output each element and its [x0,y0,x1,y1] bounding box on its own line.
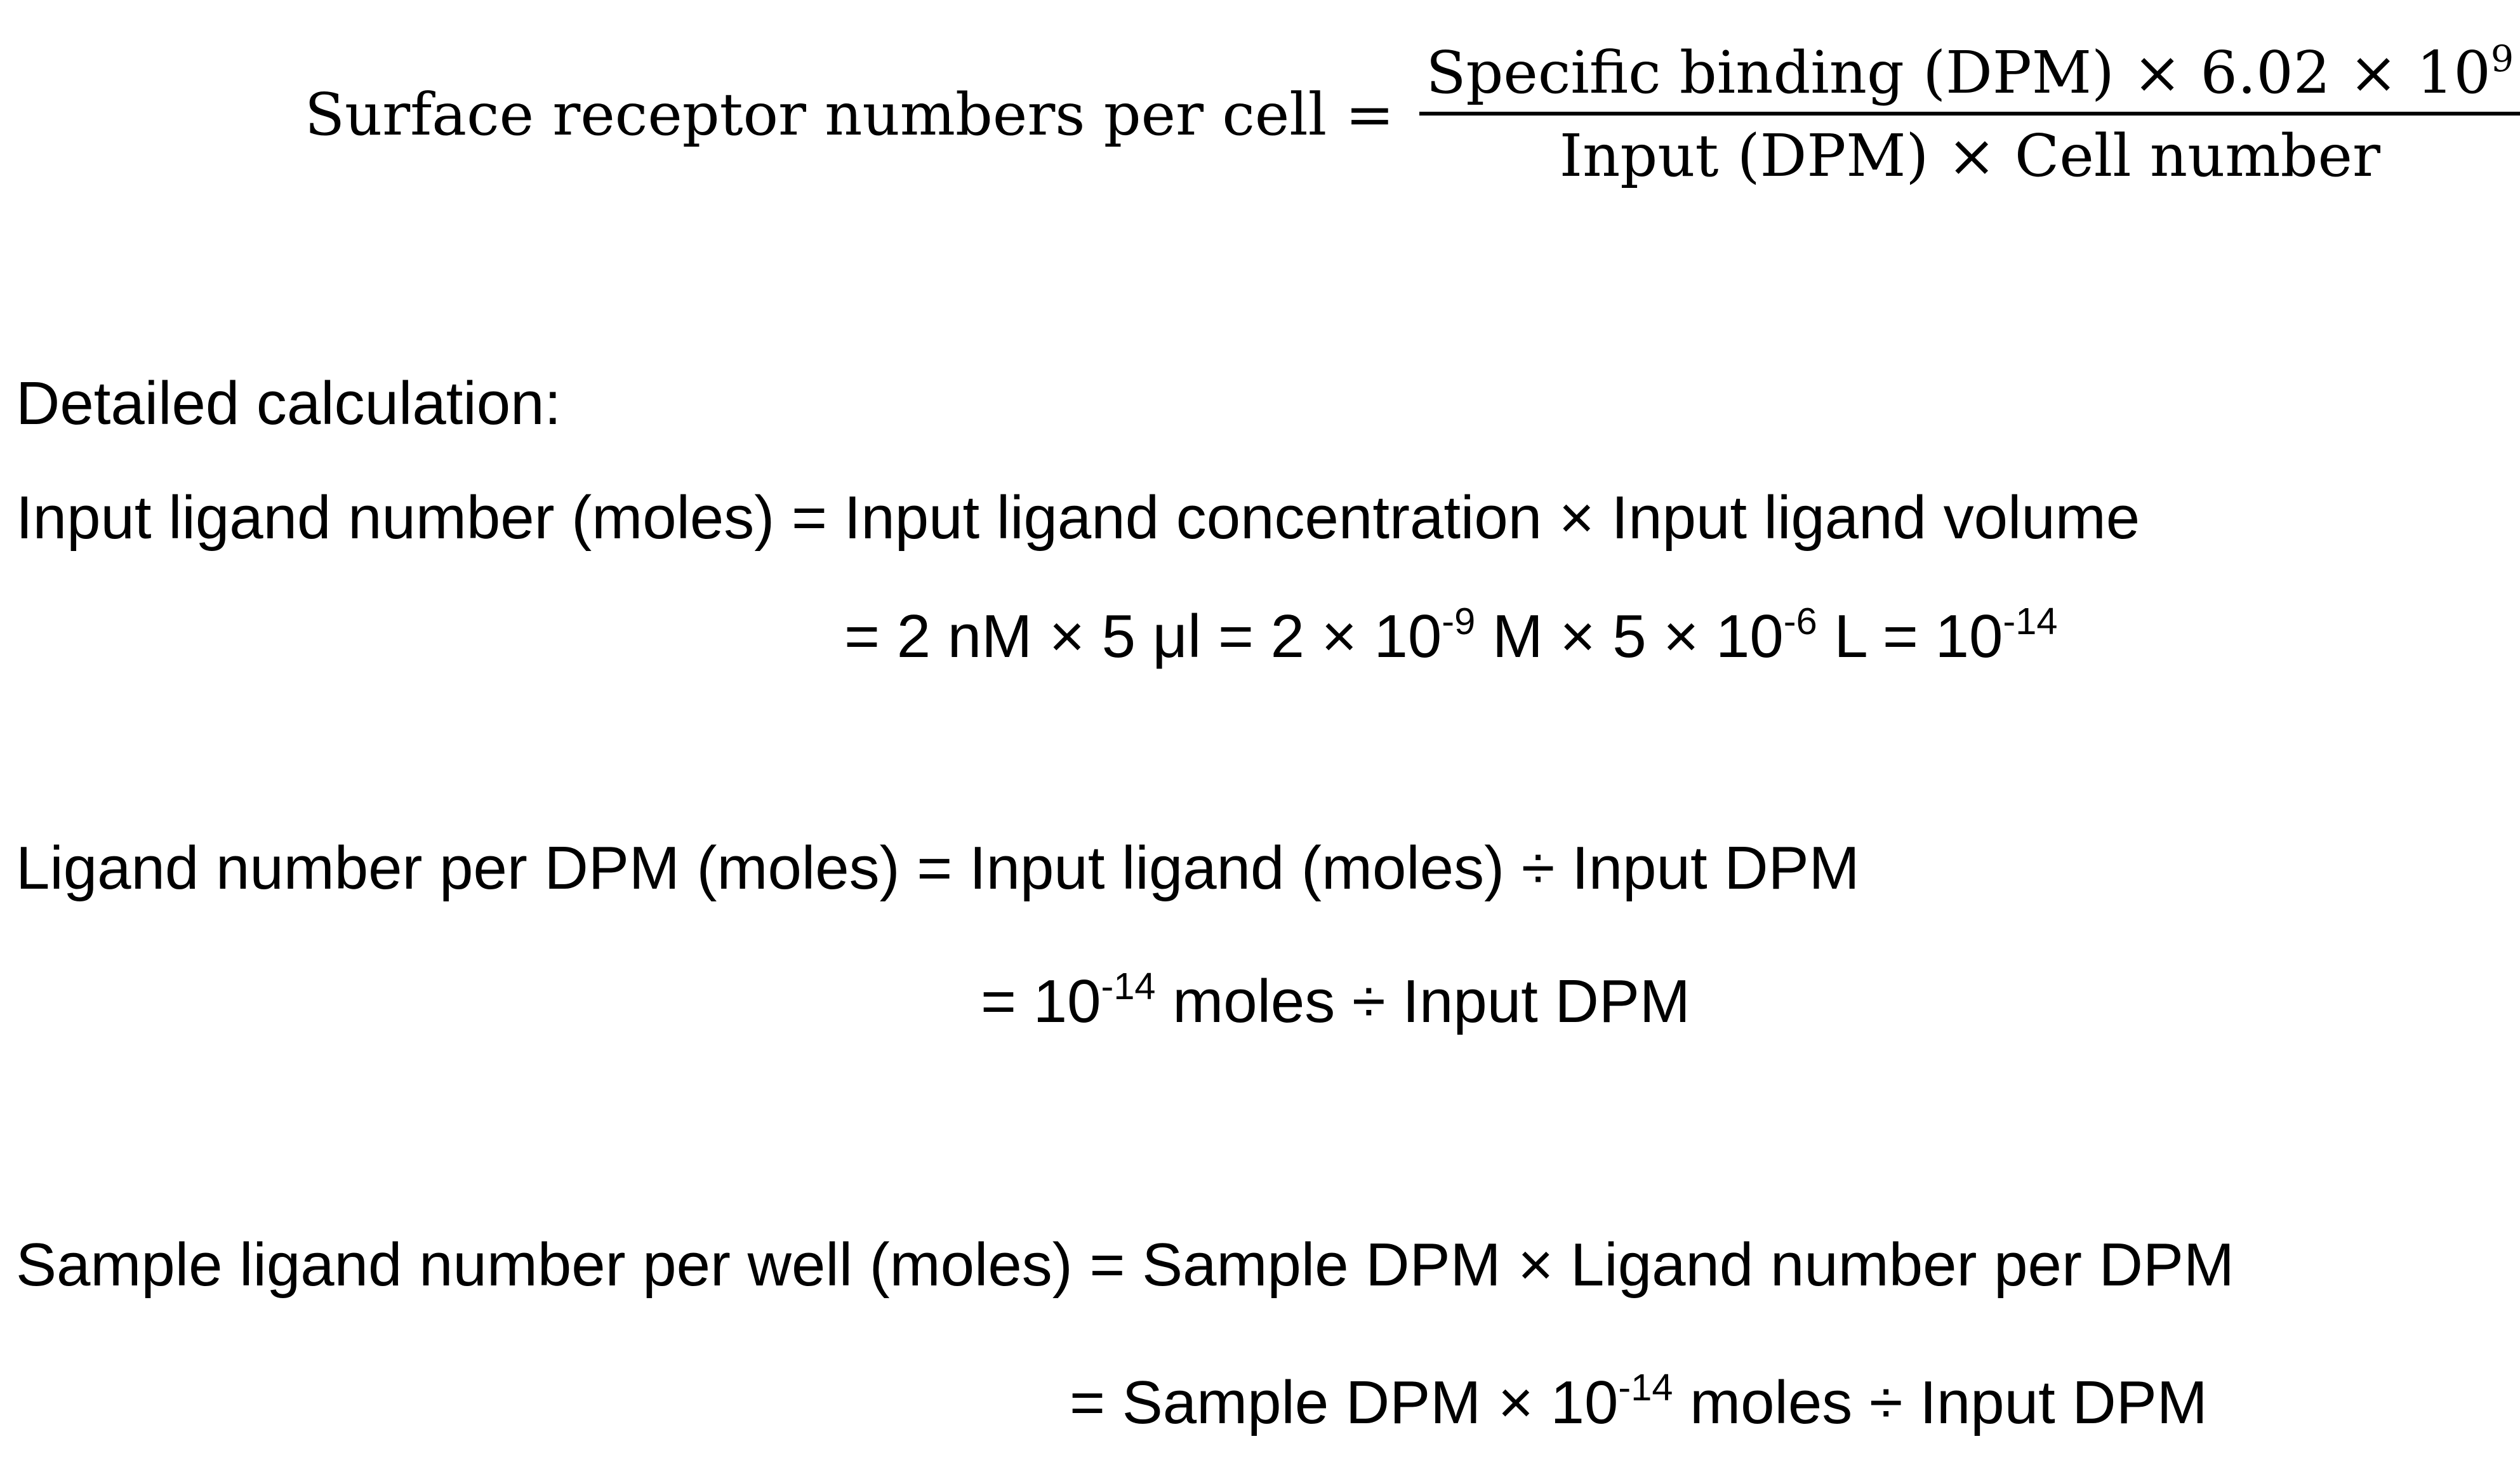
exponent-4: -14 [1101,965,1156,1008]
exponent-2: -6 [1783,600,1817,643]
exponent-5: -14 [1618,1366,1673,1409]
input-ligand-result-part-1: = 2 nM × 5 μl = 2 × 10 [844,602,1442,670]
formula-numerator [1419,39,2520,112]
calculation-heading: Detailed calculation: [16,369,562,437]
input-ligand-result-part-2: M × 5 × 10 [1475,602,1784,670]
formula-numerator-text: Specific binding (DPM) × 6.02 × 10 [1426,39,2491,107]
sample-ligand-result-line [1070,1366,2208,1437]
input-ligand-result-part-3: L = 10 [1817,602,2003,670]
ligand-per-dpm-result-line [981,965,1690,1035]
exponent-1: -9 [1442,600,1476,643]
sample-ligand-line: Sample ligand number per well (moles) = Sample DPM × Ligand number per DPM [16,1231,2234,1299]
exponent-3: -14 [2003,600,2058,643]
input-ligand-line: Input ligand number (moles) = Input ligand concentration × Input ligand volume [16,484,2140,552]
formula-fraction [1419,39,2520,190]
formula-numerator-exponent: 9 [2490,37,2514,80]
ligand-per-dpm-result-part-2: moles ÷ Input DPM [1155,967,1690,1035]
ligand-per-dpm-line: Ligand number per DPM (moles) = Input ligand (moles) ÷ Input DPM [16,834,1860,902]
formula-denominator: Input (DPM) × Cell number [1559,122,2380,190]
sample-ligand-result-part-1: = Sample DPM × 10 [1070,1369,1619,1437]
formula-lhs: Surface receptor numbers per cell = [305,80,1395,149]
input-ligand-result-line [844,600,2058,670]
ligand-per-dpm-result-part-1: = 10 [981,967,1101,1035]
receptor-formula [305,19,2520,209]
sample-ligand-result-part-2: moles ÷ Input DPM [1673,1369,2208,1437]
